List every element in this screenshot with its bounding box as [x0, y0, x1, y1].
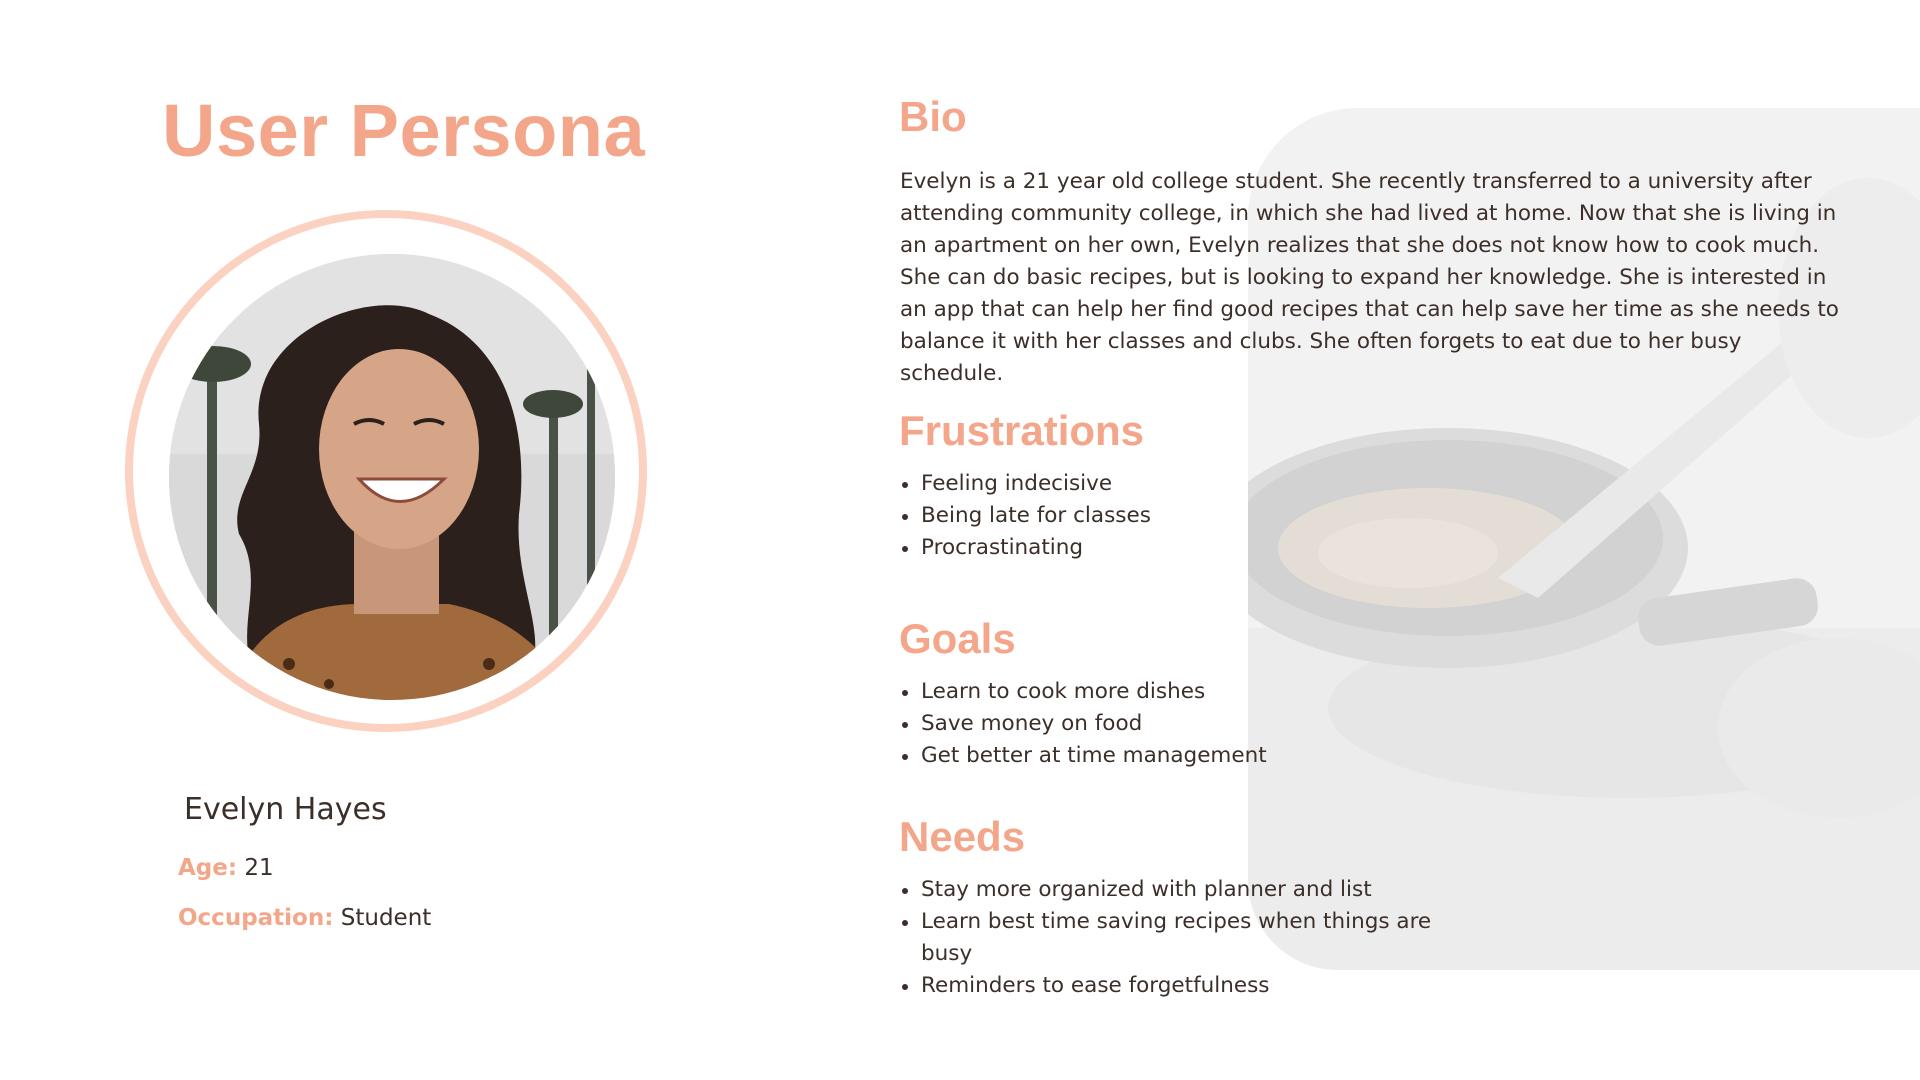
- needs-list: [900, 874, 1440, 1002]
- age-label: Age:: [178, 855, 238, 881]
- list-item: Reminders to ease forgetfulness: [900, 970, 1440, 1002]
- list-item: Procrastinating: [900, 532, 1500, 564]
- list-item: Feeling indecisive: [900, 468, 1500, 500]
- frustrations-list: [900, 468, 1500, 564]
- bio-text: Evelyn is a 21 year old college student. She recently transferred to a university after attending community college, in which she had lived at home. Now that she is living in an apartment on her own, Evelyn realizes that she does not know how to cook much. She can do basic recipes, but is looking to expand her knowledge. She is interested in an app that can help her find good recipes that can help save her time as she needs to balance it with her classes and clubs. She often forgets to eat due to her busy schedule.: [900, 169, 1839, 386]
- list-item: Save money on food: [900, 708, 1500, 740]
- occupation-value: Student: [340, 905, 432, 931]
- persona-name: Evelyn Hayes: [184, 792, 387, 827]
- age-line: [178, 852, 274, 884]
- avatar-photo: [169, 254, 615, 700]
- list-item: Being late for classes: [900, 500, 1500, 532]
- needs-heading: Needs: [899, 813, 1026, 860]
- goals-heading: Goals: [899, 615, 1016, 662]
- list-item: Get better at time management: [900, 740, 1500, 772]
- occupation-line: [178, 902, 431, 934]
- age-value: 21: [244, 855, 274, 881]
- avatar: [169, 254, 615, 700]
- frustrations-heading: Frustrations: [899, 407, 1145, 454]
- occupation-label: Occupation:: [178, 905, 334, 931]
- page-title: User Persona: [162, 89, 646, 172]
- list-item: Learn best time saving recipes when things are busy: [900, 906, 1440, 970]
- goals-list: [900, 676, 1500, 772]
- list-item: Stay more organized with planner and list: [900, 874, 1440, 906]
- list-item: Learn to cook more dishes: [900, 676, 1500, 708]
- bio-heading: Bio: [899, 93, 967, 140]
